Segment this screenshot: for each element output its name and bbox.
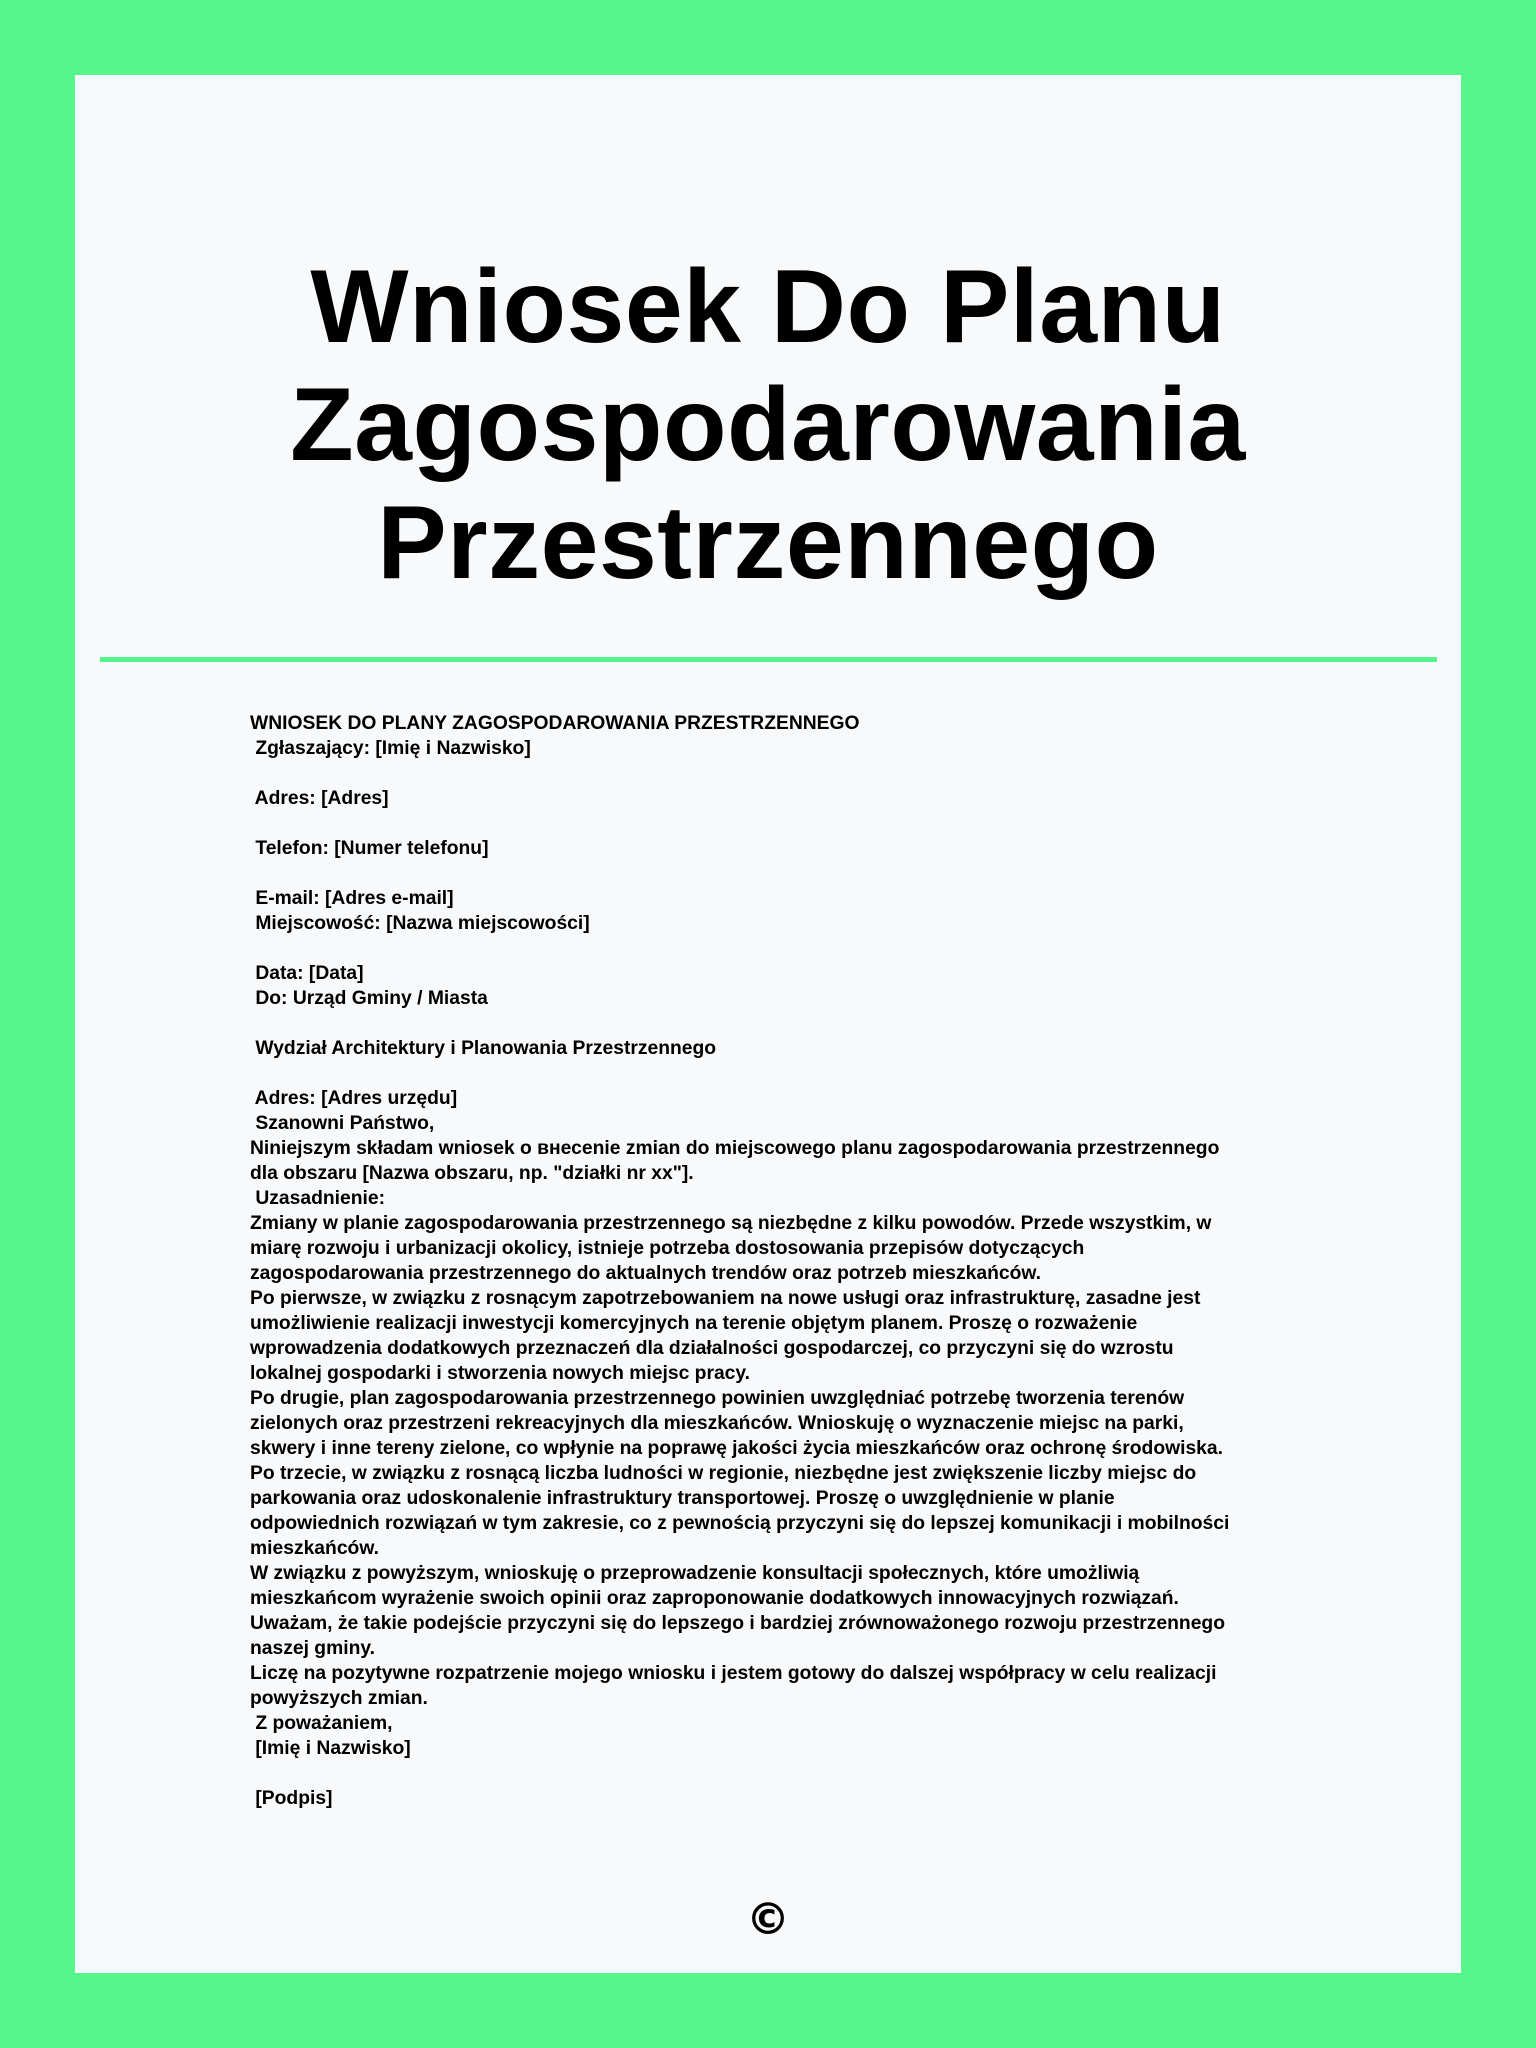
paragraph-line: Zmiany w planie zagospodarowania przestrzennego są niezbędne z kilku powodów. Przede wszystkim, w bbox=[250, 1213, 1212, 1234]
paragraph-line: mieszkańcom wyrażenie swoich opinii oraz zaproponowanie dodatkowych innowacyjnych rozwiązań. bbox=[250, 1588, 1179, 1609]
paragraph-line: zielonych oraz przestrzeni rekreacyjnych dla mieszkańców. Wnioskuję o wyznaczenie miejsc na parki, bbox=[250, 1413, 1184, 1434]
copyright-icon: © bbox=[746, 1894, 790, 1945]
spacer bbox=[250, 1761, 1290, 1786]
applicant-address: Adres: [Adres] bbox=[250, 788, 389, 809]
closing: Z poważaniem, bbox=[250, 1713, 393, 1734]
paragraph-line: Liczę na pozytywne rozpatrzenie mojego wniosku i jestem gotowy do dalszej współpracy w celu realizacji bbox=[250, 1663, 1217, 1684]
title-line: Wniosek Do Planu bbox=[310, 249, 1226, 365]
recipient-department: Wydział Architektury i Planowania Przestrzennego bbox=[250, 1038, 717, 1059]
title-line: Zagospodarowania bbox=[290, 367, 1246, 483]
recipient-to: Do: Urząd Gminy / Miasta bbox=[250, 988, 488, 1009]
letter-body bbox=[250, 711, 1290, 1811]
spacer bbox=[250, 861, 1290, 886]
paragraph-line: Po trzecie, w związku z rosnącą liczba ludności w regionie, niezbędne jest zwiększenie liczby miejsc do bbox=[250, 1463, 1197, 1484]
title-divider bbox=[100, 657, 1437, 662]
spacer bbox=[250, 761, 1290, 786]
paragraph-line: Po drugie, plan zagospodarowania przestrzennego powinien uwzględniać potrzebę tworzenia terenów bbox=[250, 1388, 1185, 1409]
paragraph-line: W związku z powyższym, wnioskuję o przeprowadzenie konsultacji społecznych, które umożliwią bbox=[250, 1563, 1140, 1584]
paragraph-line: skwery i inne tereny zielone, co wpłynie na poprawę jakości życia mieszkańców oraz ochronę środowiska. bbox=[250, 1438, 1223, 1459]
signature-name: [Imię i Nazwisko] bbox=[250, 1738, 411, 1759]
intro-line: dla obszaru [Nazwa obszaru, np. "działki nr xx"]. bbox=[250, 1163, 694, 1184]
recipient-address: Adres: [Adres urzędu] bbox=[250, 1088, 458, 1109]
title-line: Przestrzennego bbox=[377, 485, 1159, 601]
paragraph-line: powyższych zmian. bbox=[250, 1688, 428, 1709]
spacer bbox=[250, 936, 1290, 961]
applicant-name: Zgłaszający: [Imię i Nazwisko] bbox=[250, 738, 531, 759]
date: Data: [Data] bbox=[250, 963, 364, 984]
paragraph-line: naszej gminy. bbox=[250, 1638, 376, 1659]
paragraph-line: odpowiednich rozwiązań w tym zakresie, co z pewnością przyczyni się do lepszej komunikacji i mobilności bbox=[250, 1513, 1230, 1534]
letter-heading: WNIOSEK DO PLANY ZAGOSPODAROWANIA PRZESTRZENNEGO bbox=[250, 713, 860, 734]
paragraph-line: lokalnej gospodarki i stworzenia nowych miejsc pracy. bbox=[250, 1363, 751, 1384]
applicant-phone: Telefon: [Numer telefonu] bbox=[250, 838, 489, 859]
applicant-email: E-mail: [Adres e-mail] bbox=[250, 888, 454, 909]
intro-line: Niniejszym składam wniosek o внесenie zmian do miejscowego planu zagospodarowania przestrzennego bbox=[250, 1138, 1220, 1159]
paragraph-line: miarę rozwoju i urbanizacji okolicy, istnieje potrzeba dostosowania przepisów dotyczących bbox=[250, 1238, 1085, 1259]
paragraph-line: zagospodarowania przestrzennego do aktualnych trendów oraz potrzeb mieszkańców. bbox=[250, 1263, 1042, 1284]
paragraph-line: parkowania oraz udoskonalenie infrastruktury transportowej. Proszę o uwzględnienie w planie bbox=[250, 1488, 1115, 1509]
paragraph-line: mieszkańców. bbox=[250, 1538, 379, 1559]
paragraph-line: Po pierwsze, w związku z rosnącym zapotrzebowaniem na nowe usługi oraz infrastrukturę, zasadne jest bbox=[250, 1288, 1201, 1309]
spacer bbox=[250, 811, 1290, 836]
paragraph-line: umożliwienie realizacji inwestycji komercyjnych na terenie objętym planem. Proszę o rozważenie bbox=[250, 1313, 1138, 1334]
salutation: Szanowni Państwo, bbox=[250, 1113, 435, 1134]
paragraph-line: Uważam, że takie podejście przyczyni się do lepszego i bardziej zrównoważonego rozwoju przestrzennego bbox=[250, 1613, 1225, 1634]
place: Miejscowość: [Nazwa miejscowości] bbox=[250, 913, 590, 934]
spacer bbox=[250, 1011, 1290, 1036]
document-page bbox=[75, 75, 1461, 1973]
paragraph-line: wprowadzenia dodatkowych przeznaczeń dla działalności gospodarczej, co przyczyni się do wzrostu bbox=[250, 1338, 1174, 1359]
signature: [Podpis] bbox=[250, 1788, 333, 1809]
spacer bbox=[250, 1061, 1290, 1086]
document-title bbox=[75, 248, 1461, 602]
justification-label: Uzasadnienie: bbox=[250, 1188, 386, 1209]
